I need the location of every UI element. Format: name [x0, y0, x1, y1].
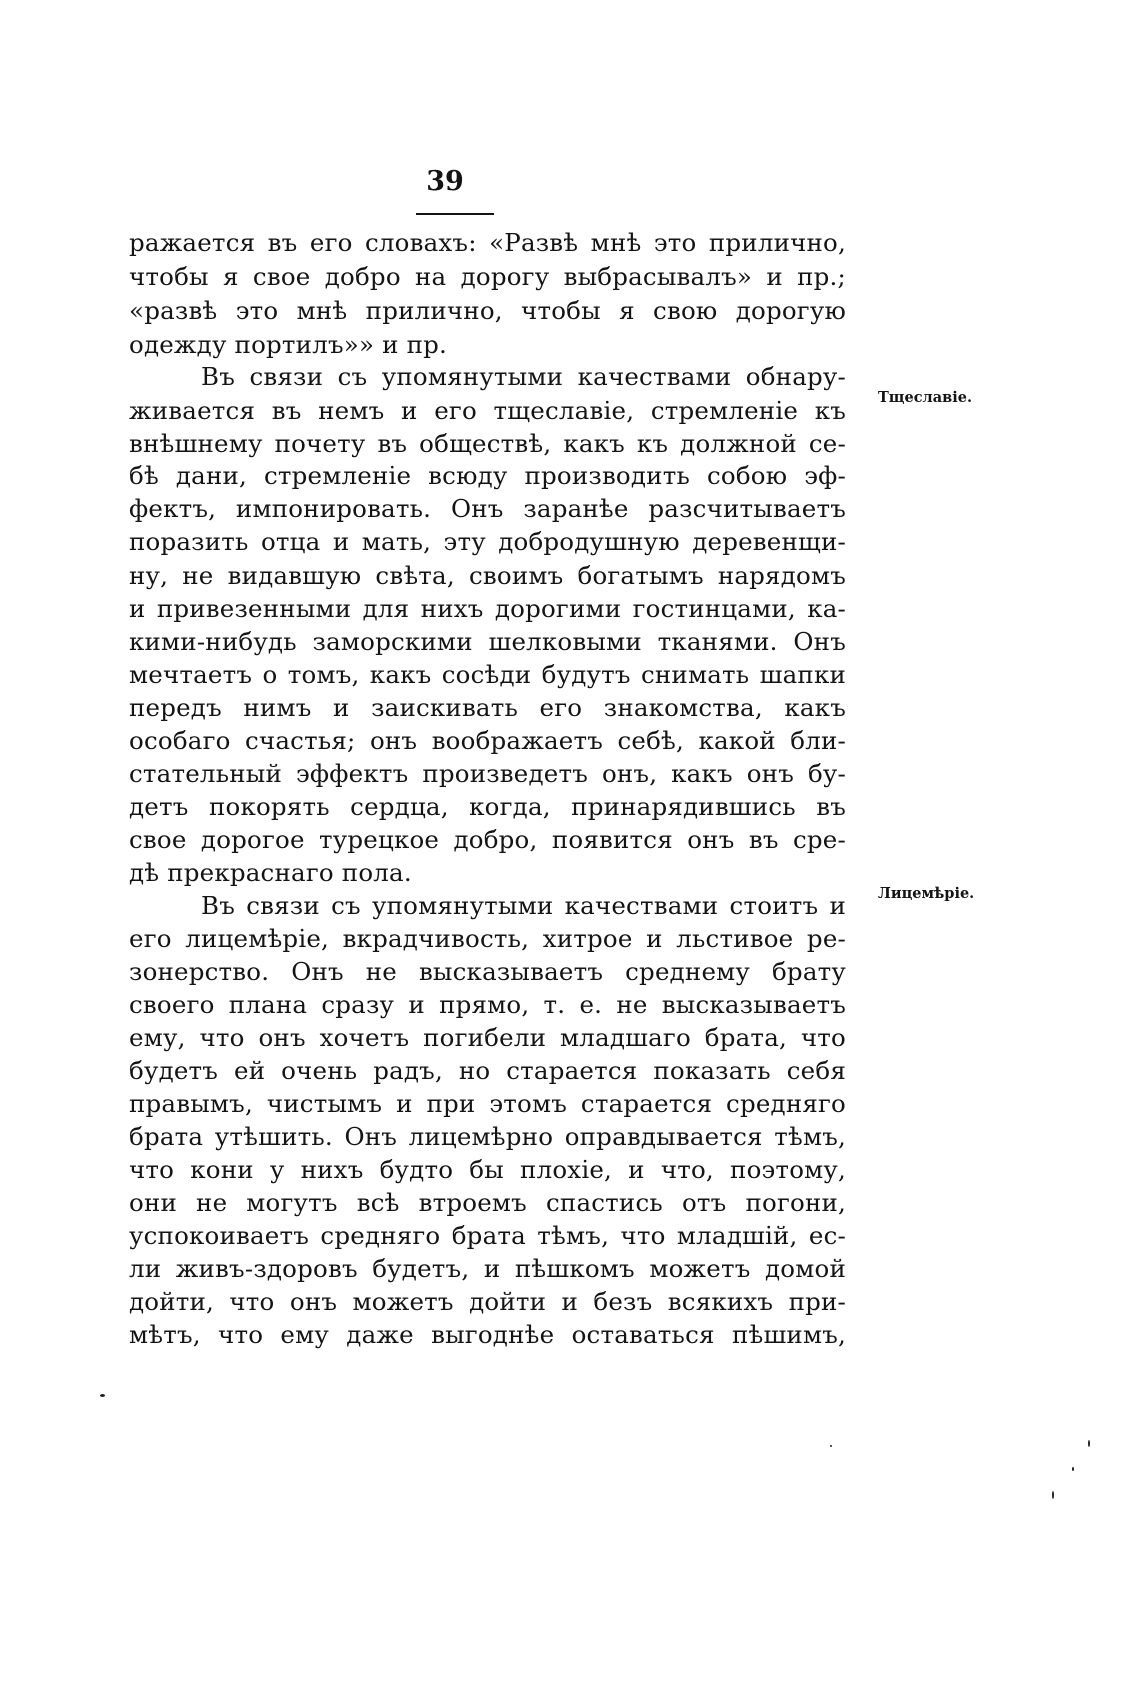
text-line: ражается въ его словахъ: «Развѣ мнѣ это прилично, — [129, 228, 846, 257]
text-line: ли живъ-здоровъ будетъ, и пѣшкомъ можетъ домой — [129, 1254, 846, 1283]
text-line: правымъ, чистымъ и при этомъ старается средняго — [129, 1089, 846, 1118]
scan-speck — [1072, 1467, 1074, 1471]
text-line: поразить отца и мать, эту добродушную деревенщи- — [129, 527, 846, 556]
text-line: фектъ, импонировать. Онъ заранѣе разсчитываетъ — [129, 494, 846, 523]
text-line: своего плана сразу и прямо, т. е. не высказываетъ — [129, 990, 846, 1019]
text-line: чтобы я свое добро на дорогу выбрасывалъ» и пр.; — [129, 262, 846, 291]
text-line: и привезенными для нихъ дорогими гостинцами, ка- — [129, 594, 846, 623]
scan-speck — [1088, 1440, 1090, 1447]
scan-speck — [1052, 1491, 1054, 1499]
text-line: детъ покорять сердца, когда, принарядившись въ — [129, 792, 846, 821]
text-line: Въ связи съ упомянутыми качествами стоитъ и — [201, 891, 846, 920]
text-line: стательный эффектъ произведетъ онъ, какъ онъ бу- — [129, 759, 846, 788]
text-line: Въ связи съ упомянутыми качествами обнару- — [201, 362, 846, 391]
text-line: мѣтъ, что ему даже выгоднѣе оставаться пѣшимъ, — [129, 1320, 846, 1349]
scan-speck — [830, 1445, 832, 1447]
text-line: мечтаетъ о томъ, какъ сосѣди будутъ снимать шапки — [129, 660, 846, 689]
page-number-rule — [416, 213, 494, 215]
text-line: особаго счастья; онъ воображаетъ себѣ, какой бли- — [129, 726, 846, 755]
text-line: «развѣ это мнѣ прилично, чтобы я свою дорогую — [129, 296, 846, 325]
text-line: ну, не видавшую свѣта, своимъ богатымъ нарядомъ — [129, 561, 846, 590]
text-line: они не могутъ всѣ втроемъ спастись отъ погони, — [129, 1188, 846, 1217]
text-line: зонерство. Онъ не высказываетъ среднему брату — [129, 957, 846, 986]
text-line: брата утѣшить. Онъ лицемѣрно оправдывается тѣмъ, — [129, 1122, 846, 1151]
text-line: живается въ немъ и его тщеславіе, стремленіе къ — [129, 396, 846, 425]
text-line: дѣ прекраснаго пола. — [129, 858, 412, 887]
margin-note: Лицемѣріе. — [878, 885, 975, 902]
text-line: ему, что онъ хочетъ погибели младшаго брата, что — [129, 1023, 846, 1052]
page-number: 39 — [426, 166, 464, 197]
text-line: что кони у нихъ будто бы плохіе, и что, поэтому, — [129, 1155, 846, 1184]
text-line: передъ нимъ и заискивать его знакомства, какъ — [129, 693, 846, 722]
text-line: свое дорогое турецкое добро, появится онъ въ сре- — [129, 825, 846, 854]
scan-speck — [100, 1394, 105, 1397]
text-line: внѣшнему почету въ обществѣ, какъ къ должной се- — [129, 429, 846, 458]
margin-note: Тщеславіе. — [878, 389, 973, 406]
text-line: бѣ дани, стремленіе всюду производить собою эф- — [129, 461, 846, 490]
text-line: дойти, что онъ можетъ дойти и безъ всякихъ при- — [129, 1287, 846, 1316]
text-line: одежду портилъ»» и пр. — [129, 330, 448, 359]
text-line: его лицемѣріе, вкрадчивость, хитрое и льстивое ре- — [129, 924, 846, 953]
text-line: успокоиваетъ средняго брата тѣмъ, что младшій, ес- — [129, 1221, 846, 1250]
text-line: будетъ ей очень радъ, но старается показать себя — [129, 1056, 846, 1085]
text-line: кими-нибудь заморскими шелковыми тканями. Онъ — [129, 627, 846, 656]
